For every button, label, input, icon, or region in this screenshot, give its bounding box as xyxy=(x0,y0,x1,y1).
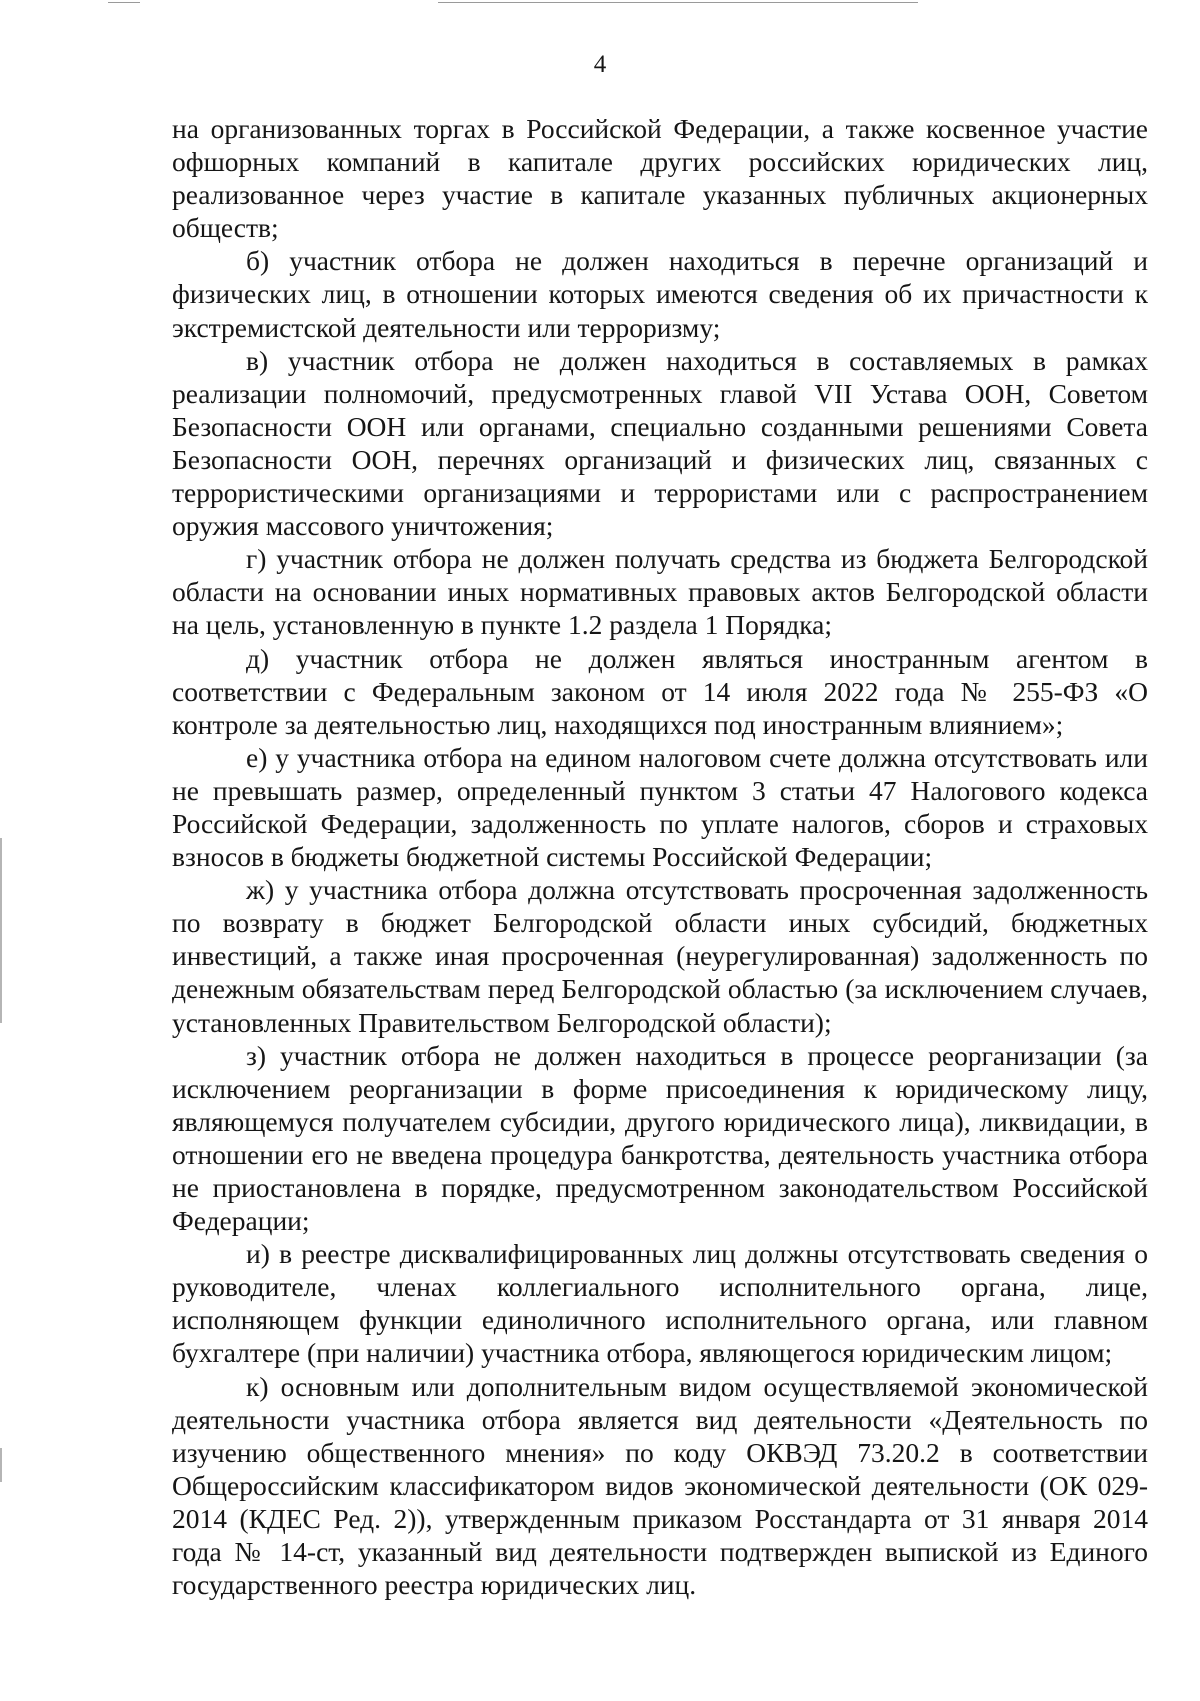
scan-left-edge-mark xyxy=(0,838,2,1023)
scan-left-edge-mark-lower xyxy=(0,1448,2,1482)
scan-rule-top-center xyxy=(438,2,918,3)
paragraph-i: и) в реестре дисквалифицированных лиц должны отсутствовать сведения о руководителе, членах коллегиального исполнительного органа, лице, исполняющем функции единоличного исполнительного органа, или главном бухгалтере (при наличии) участника отбора, являющегося юридическим лицом; xyxy=(172,1238,1148,1369)
paragraph-k: к) основным или дополнительным видом осуществляемой экономической деятельности участника отбора является вид деятельности «Деятельность по изучению общественного мнения» по коду ОКВЭД 73.20.2 в соответствии Общероссийским классификатором видов экономической деятельности (ОК 029-2014 (КДЕС Ред. 2)), утвержденным приказом Росстандарта от 31 января 2014 года № 14-ст, указанный вид деятельности подтвержден выпиской из Единого государственного реестра юридических лиц. xyxy=(172,1370,1148,1601)
paragraph-v: в) участник отбора не должен находиться в составляемых в рамках реализации полномочий, предусмотренных главой VII Устава ООН, Советом Безопасности ООН или органами, специально созданными решениями Совета Безопасности ООН, перечнях организаций и физических лиц, связанных с террористическими организациями и террористами или с распространением оружия массового уничтожения; xyxy=(172,344,1148,542)
paragraph-continuation: на организованных торгах в Российской Федерации, а также косвенное участие офшорных компаний в капитале других российских юридических лиц, реализованное через участие в капитале указанных публичных акционерных обществ; xyxy=(172,113,1148,244)
paragraph-z: з) участник отбора не должен находиться в процессе реорганизации (за исключением реорганизации в форме присоединения к юридическому лицу, являющемуся получателем субсидии, другого юридического лица), ликвидации, в отношении его не введена процедура банкротства, деятельность участника отбора не приостановлена в порядке, предусмотренном законодательством Российской Федерации; xyxy=(172,1039,1148,1237)
paragraph-e: е) у участника отбора на едином налоговом счете должна отсутствовать или не превышать размер, определенный пунктом 3 статьи 47 Налогового кодекса Российской Федерации, задолженность по уплате налогов, сборов и страховых взносов в бюджеты бюджетной системы Российской Федерации; xyxy=(172,741,1148,873)
document-body xyxy=(172,112,1148,1601)
page-number: 4 xyxy=(593,51,607,78)
paragraph-d: д) участник отбора не должен являться иностранным агентом в соответствии с Федеральным законом от 14 июля 2022 года № 255-ФЗ «О контроле за деятельностью лиц, находящихся под иностранным влиянием»; xyxy=(172,642,1148,740)
scan-rule-top-left xyxy=(108,2,140,3)
paragraph-g: г) участник отбора не должен получать средства из бюджета Белгородской области на основании иных нормативных правовых актов Белгородской области на цель, установленную в пункте 1.2 раздела 1 Порядка; xyxy=(172,543,1148,641)
paragraph-b: б) участник отбора не должен находиться в перечне организаций и физических лиц, в отношении которых имеются сведения об их причастности к экстремистской деятельности или терроризму; xyxy=(172,245,1148,343)
paragraph-zh: ж) у участника отбора должна отсутствовать просроченная задолженность по возврату в бюджет Белгородской области иных субсидий, бюджетных инвестиций, а также иная просроченная (неурегулированная) задолженность по денежным обязательствам перед Белгородской областью (за исключением случаев, установленных Правительством Белгородской области); xyxy=(172,874,1148,1038)
